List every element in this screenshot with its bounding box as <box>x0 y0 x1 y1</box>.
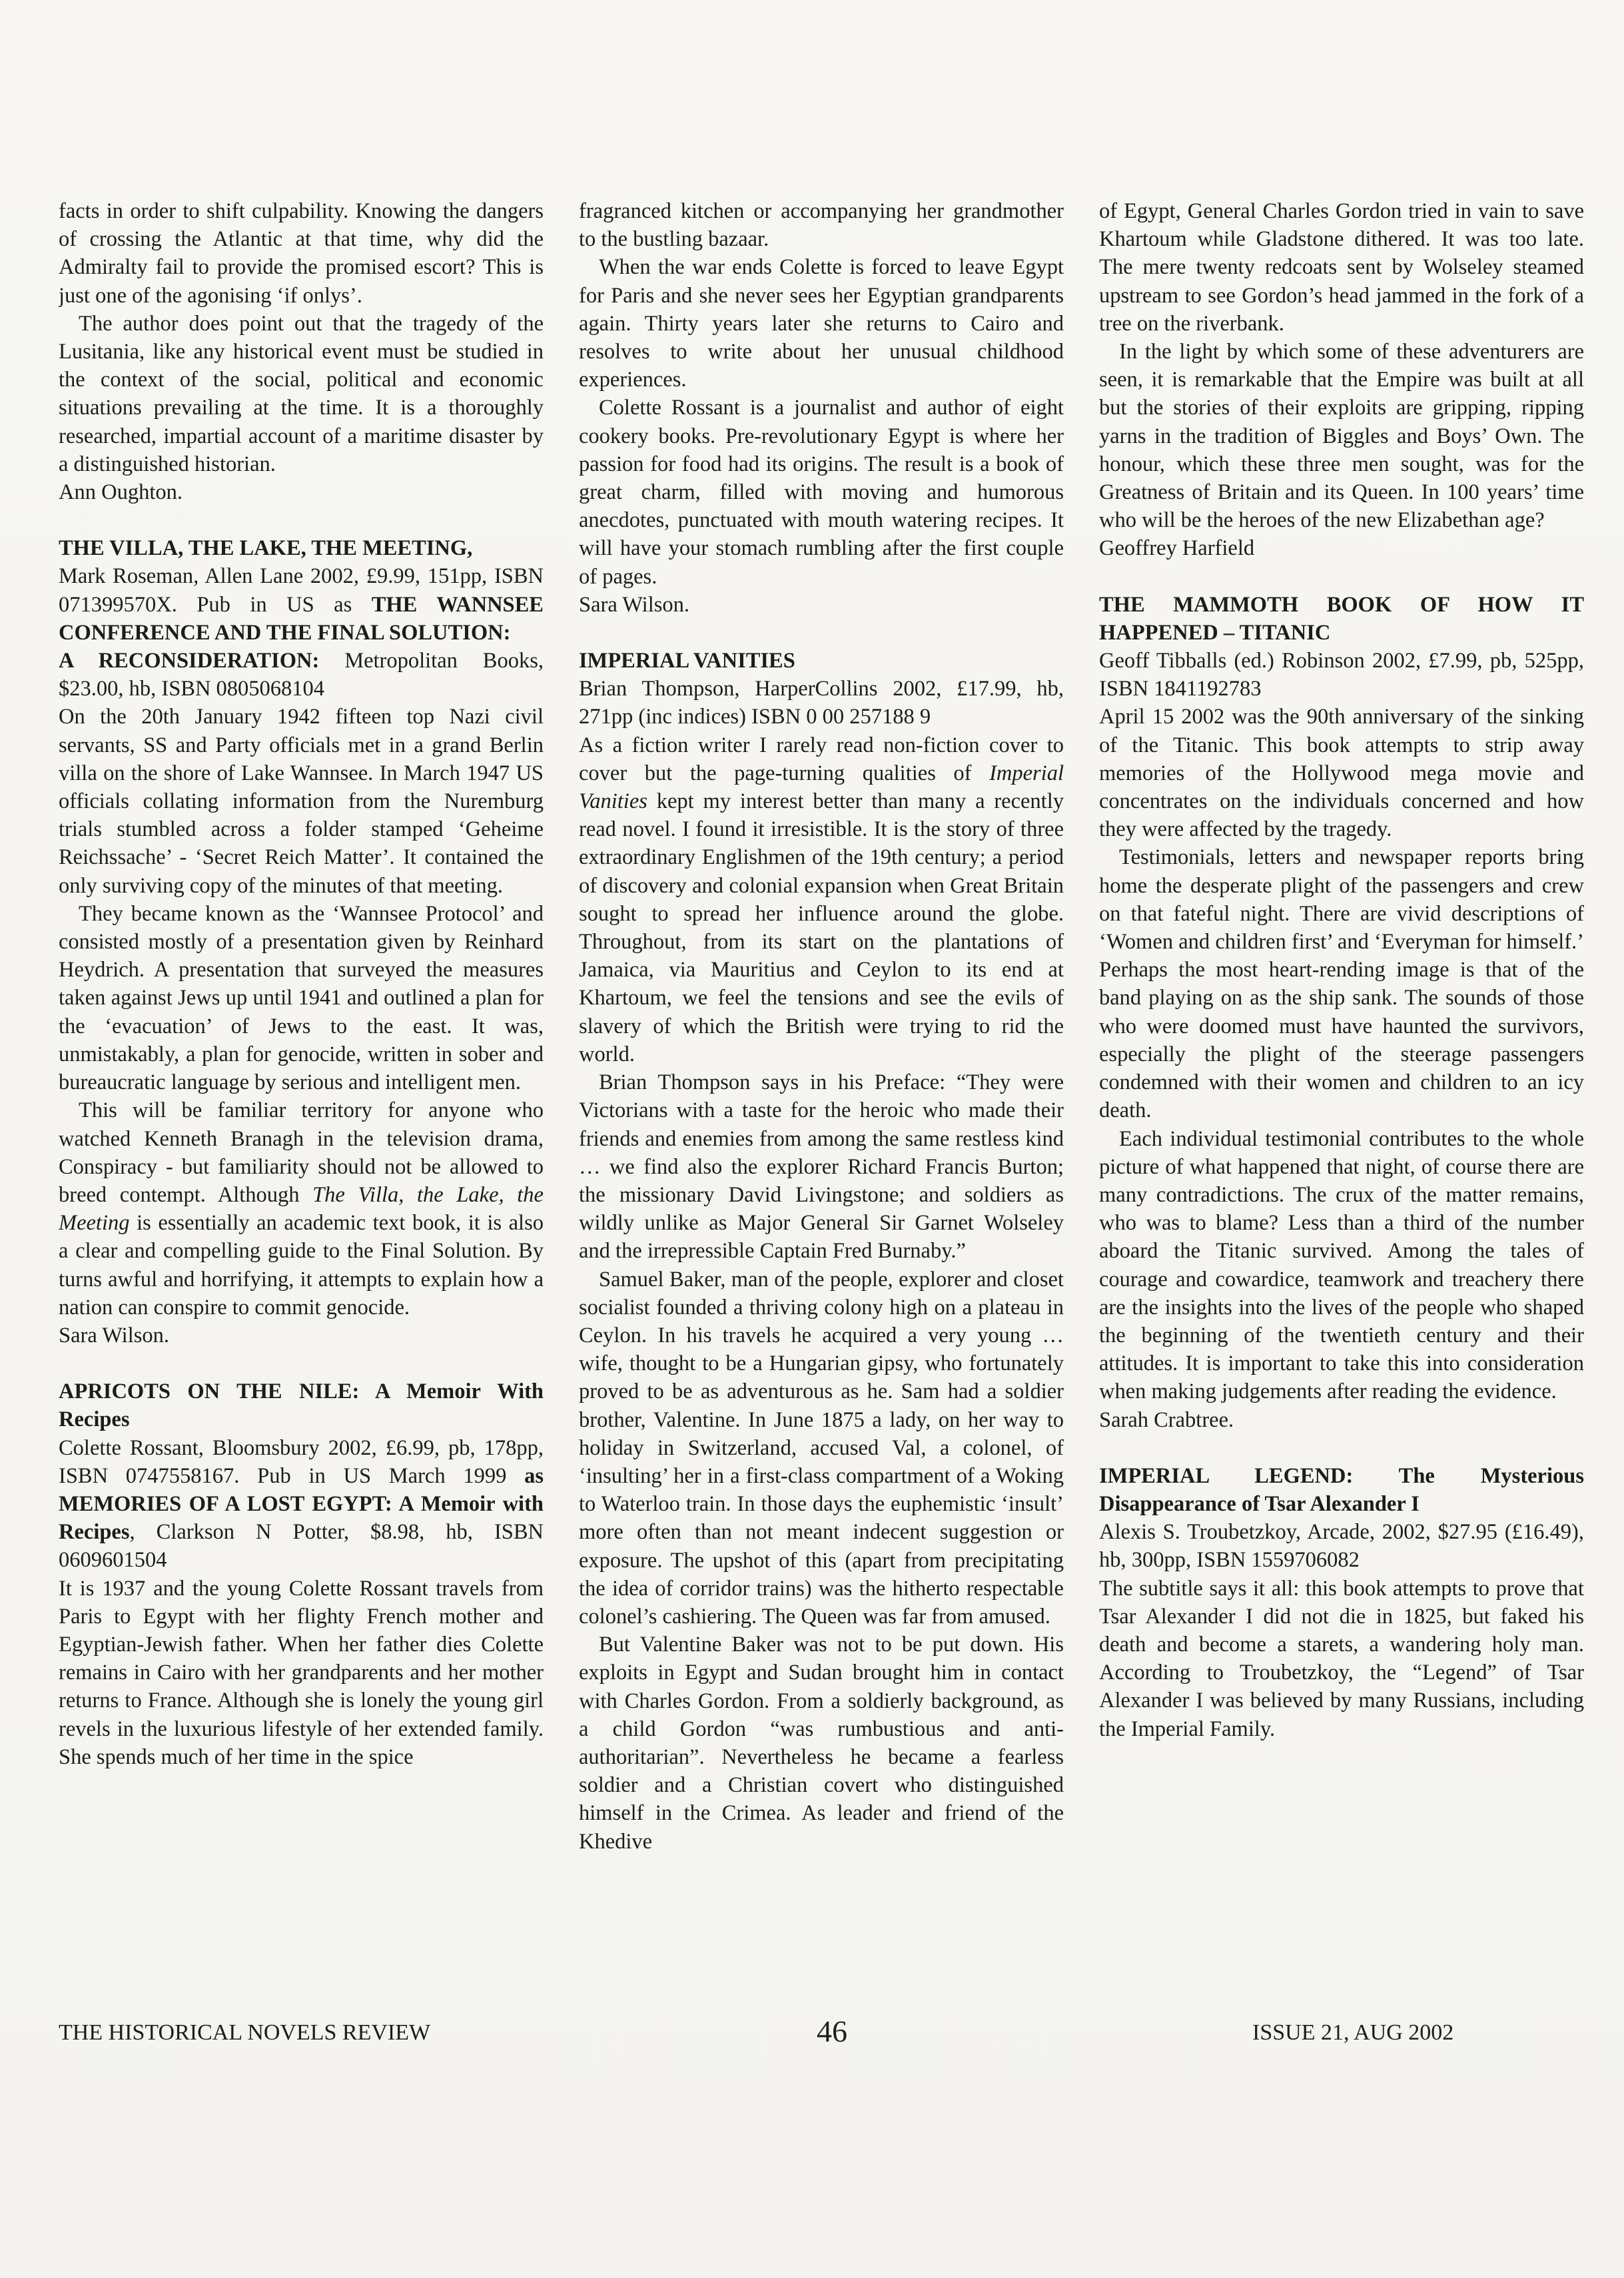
us-title: THE WANNSEE CONFERENCE AND THE FINAL SOLUTION: <box>59 592 544 645</box>
paragraph-text: is essentially an academic text book, it is also a clear and compelling guide to the Final Solution. By turns awful and horrifying, it attempts to explain how a nation can conspire to commit genocide. <box>59 1211 544 1320</box>
paragraph: fragranced kitchen or accompanying her grandmother to the bustling bazaar. <box>579 199 1064 252</box>
paragraph: Brian Thompson says in his Preface: “They were Victorians with a taste for the heroic who made their friends and enemies from among the same restless kind … we find also the explorer Richard Francis Burton; the missionary David Livingstone; and soldiers as wildly unlike as Major General Sir Garnet Wolseley and the irrepressible Captain Fred Burnaby.” <box>579 1070 1064 1264</box>
book-info: Alexis S. Troubetzkoy, Arcade, 2002, $27.95 (£16.49), hb, 300pp, ISBN 1559706082 <box>1099 1520 1584 1573</box>
issue-label: ISSUE 21, AUG 2002 <box>1252 2020 1454 2045</box>
book-title-italic: The Villa, the Lake, the Meeting <box>59 1182 544 1236</box>
page-number: 46 <box>817 2014 847 2048</box>
paragraph: Samuel Baker, man of the people, explorer and closet socialist founded a thriving colony high on a plateau in Ceylon. In his travels he acquired a very young … wife, thought to be a Hungarian gipsy, who fortunately proved to be as adventurous as he. Sam had a soldier brother, Valentine. In June 1875 a lady, on her way to holiday in Switzerland, accused Val, a colonel, of ‘insulting’ her in a first-class compartment of a Woking to Waterloo train. In those days the euphemistic ‘insult’ more often than not meant indecent suggestion or exposure. The upshot of this (apart from precipitating the idea of corridor trains) was the hitherto respectable colonel’s cashiering. The Queen was far from amused. <box>579 1267 1064 1629</box>
column-2 <box>579 197 1064 1969</box>
paragraph: facts in order to shift culpability. Knowing the dangers of crossing the Atlantic at that time, why did the Admiralty fail to provide the promised escort? This is just one of the agonising ‘if onlys’. <box>59 199 544 308</box>
review-title: IMPERIAL VANITIES <box>579 649 795 673</box>
spacer <box>1099 563 1584 591</box>
paragraph: Each individual testimonial contributes to the whole picture of what happened that night, of course there are many contradictions. The crux of the matter remains, who was to blame? Less than a third of the number aboard the Titanic survived. Among the tales of courage and cowardice, teamwork and treachery there are the insights into the lives of the people who shaped the beginning of the twentieth century and their attitudes. It is important to take this into consideration when making judgements after reading the evidence. <box>1099 1126 1584 1404</box>
paragraph: The author does point out that the tragedy of the Lusitania, like any historical event must be studied in the context of the social, political and economic situations prevailing at the time. It is a thoroughly researched, impartial account of a maritime disaster by a distinguished historian. <box>59 311 544 476</box>
paragraph: They became known as the ‘Wannsee Protocol’ and consisted mostly of a presentation given by Reinhard Heydrich. A presentation that surveyed the measures taken against Jews up until 1941 and outlined a plan for the ‘evacuation’ of Jews to the east. It was, unmistakably, a plan for genocide, written in sober and bureaucratic language by serious and intelligent men. <box>59 901 544 1095</box>
reviewer-signature: Sarah Crabtree. <box>1099 1407 1234 1432</box>
column-1 <box>59 197 544 1969</box>
paragraph: Colette Rossant is a journalist and author of eight cookery books. Pre-revolutionary Egypt is where her passion for food had its origins. The result is a book of great charm, filled with moving and humorous anecdotes, punctuated with mouth watering recipes. It will have your stomach rumbling after the first couple of pages. <box>579 396 1064 589</box>
paragraph: On the 20th January 1942 fifteen top Nazi civil servants, SS and Party officials met in a grand Berlin villa on the shore of Lake Wannsee. In March 1947 US officials collating information from the Nuremburg trials stumbled across a folder stamped ‘Geheime Reichssache’ - ‘Secret Reich Matter’. It contained the only surviving copy of the minutes of that meeting. <box>59 705 544 898</box>
reviewer-signature: Geoffrey Harfield <box>1099 536 1255 561</box>
page-footer <box>59 2014 1457 2052</box>
book-info-text: Mark Roseman, Allen Lane 2002, £9.99, 151pp, ISBN 071399570X. Pub in US as <box>59 564 544 617</box>
paragraph <box>59 1096 544 1322</box>
book-info-text: Colette Rossant, Bloomsbury 2002, £6.99, pb, 178pp, ISBN 0747558167. Pub in US March 1999 <box>59 1435 544 1488</box>
reviewer-signature: Sara Wilson. <box>59 1323 169 1347</box>
us-title: A RECONSIDERATION: <box>59 649 320 673</box>
review-title: THE MAMMOTH BOOK OF HOW IT HAPPENED – TITANIC <box>1099 592 1584 645</box>
paragraph: But Valentine Baker was not to be put down. His exploits in Egypt and Sudan brought him in contact with Charles Gordon. From a soldierly background, as a child Gordon “was rumbustious and anti-authoritarian”. Nevertheless he became a fearless soldier and a Christian covert who distinguished himself in the Crimea. As leader and friend of the Khedive <box>579 1633 1064 1854</box>
spacer <box>59 1349 544 1377</box>
paragraph-text: As a fiction writer I rarely read non-fiction cover to cover but the page-turning qualities of <box>579 733 1064 785</box>
column-3 <box>1099 197 1584 1969</box>
book-info-text: Metropolitan Books, $23.00, hb, ISBN 0805068104 <box>59 649 544 701</box>
book-info <box>59 1434 544 1575</box>
paragraph: of Egypt, General Charles Gordon tried in vain to save Khartoum while Gladstone dithered. It was too late. The mere twenty redcoats sent by Wolseley steamed upstream to see Gordon’s head jammed in the fork of a tree on the riverbank. <box>1099 199 1584 336</box>
paragraph: In the light by which some of these adventurers are seen, it is remarkable that the Empire was built at all but the stories of their exploits are gripping, ripping yarns in the tradition of Biggles and Boys’ Own. The honour, which these three men sought, was for the Greatness of Britain and its Queen. In 100 years’ time who will be the heroes of the new Elizabethan age? <box>1099 340 1584 533</box>
paragraph: When the war ends Colette is forced to leave Egypt for Paris and she never sees her Egyptian grandparents again. Thirty years later she returns to Cairo and resolves to write about her unusual childhood experiences. <box>579 255 1064 392</box>
us-title: as MEMORIES OF A LOST EGYPT: A Memoir with Recipes <box>59 1463 544 1545</box>
paragraph <box>579 731 1064 1068</box>
reviewer-signature: Sara Wilson. <box>579 592 689 617</box>
book-info-text: , Clarkson N Potter, $8.98, hb, ISBN 0609601504 <box>59 1520 544 1573</box>
paragraph: It is 1937 and the young Colette Rossant travels from Paris to Egypt with her flighty French mother and Egyptian-Jewish father. When her father dies Colette remains in Cairo with her grandparents and her mother returns to France. Although she is lonely the young girl revels in the luxurious lifestyle of her extended family. She spends much of her time in the spice <box>59 1576 544 1769</box>
paragraph-text: kept my interest better than many a recently read novel. I found it irresistible. It is the story of three extraordinary Englishmen of the 19th century; a period of discovery and colonial expansion when Great Britain sought to spread her influence around the globe. Throughout, from its start on the plantations of Jamaica, via Mauritius and Ceylon to its end at Khartoum, we feel the tensions and see the evils of slavery of which the British were trying to rid the world. <box>579 789 1064 1066</box>
text-columns <box>59 197 1584 1969</box>
paragraph: The subtitle says it all: this book attempts to prove that Tsar Alexander I did not die in 1825, but faked his death and become a starets, a wandering holy man. According to Troubetzkoy, the “Legend” of Tsar Alexander I was believed by many Russians, including the Imperial Family. <box>1099 1576 1584 1741</box>
spacer <box>1099 1434 1584 1462</box>
review-title: APRICOTS ON THE NILE: A Memoir With Recipes <box>59 1379 544 1432</box>
book-info: Brian Thompson, HarperCollins 2002, £17.99, hb, 271pp (inc indices) ISBN 0 00 257188 9 <box>579 677 1064 729</box>
review-title: IMPERIAL LEGEND: The Mysterious Disappearance of Tsar Alexander I <box>1099 1463 1584 1516</box>
spacer <box>59 506 544 534</box>
review-title: THE VILLA, THE LAKE, THE MEETING, <box>59 536 473 561</box>
paragraph: Testimonials, letters and newspaper reports bring home the desperate plight of the passengers and crew on that fateful night. There are vivid descriptions of ‘Women and children first’ and ‘Everyman for himself.’ Perhaps the most heart-rending image is that of the band playing on as the ship sank. The sounds of those who were doomed must have haunted the survivors, especially the plight of the steerage passengers condemned with their women and children to an icy death. <box>1099 845 1584 1123</box>
reviewer-signature: Ann Oughton. <box>59 480 183 505</box>
book-title-italic: Imperial Vanities <box>579 761 1064 814</box>
book-info <box>59 562 544 703</box>
paragraph: April 15 2002 was the 90th anniversary of the sinking of the Titanic. This book attempts to strip away memories of the Hollywood mega movie and concentrates on the individuals concerned and how they were affected by the tragedy. <box>1099 705 1584 842</box>
spacer <box>579 619 1064 647</box>
book-info: Geoff Tibballs (ed.) Robinson 2002, £7.99, pb, 525pp, ISBN 1841192783 <box>1099 649 1584 701</box>
journal-name: THE HISTORICAL NOVELS REVIEW <box>59 2020 431 2045</box>
paragraph-text: This will be familiar territory for anyone who watched Kenneth Branagh in the television drama, Conspiracy - but familiarity should not be allowed to breed contempt. Although <box>59 1098 544 1207</box>
